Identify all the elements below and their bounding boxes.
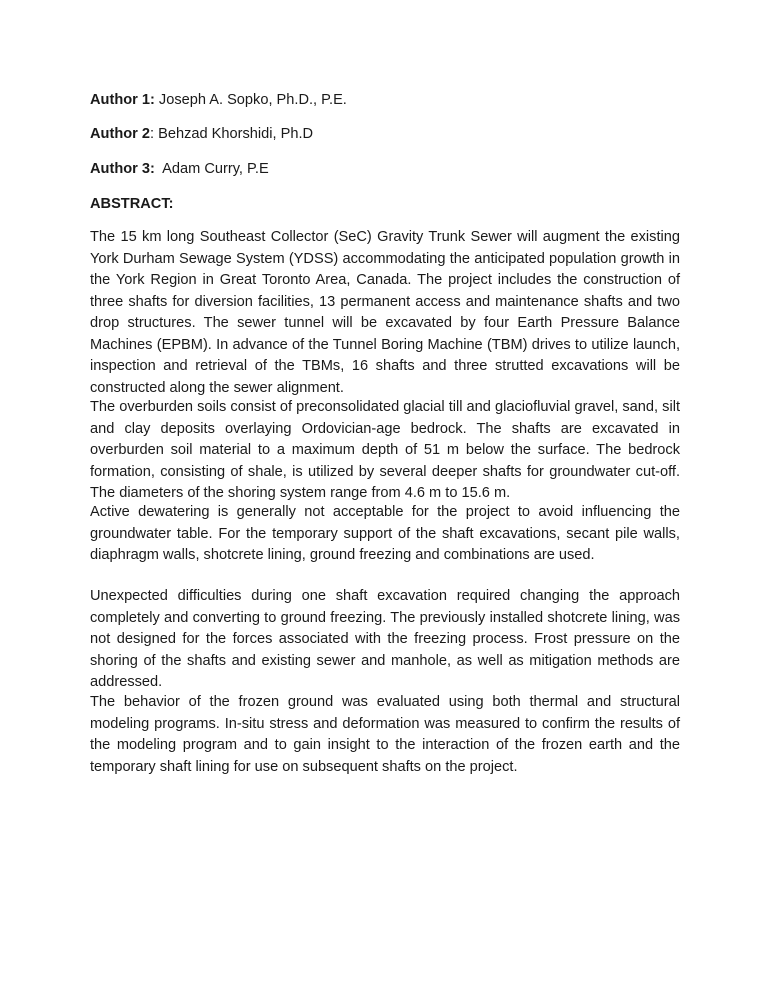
author-2-name: : Behzad Khorshidi, Ph.D xyxy=(150,126,314,142)
abstract-paragraph-2: The overburden soils consist of preconsolidated glacial till and glaciofluvial gravel, sand, silt and clay deposits overlaying Ordovician-age bedrock. The shafts are excavated in overburden soil material to a maximum depth of 51 m below the surface. The bedrock formation, consisting of shale, is utilized by several deeper shafts for groundwater cut-off. The diameters of the shoring system range from 4.6 m to 15.6 m. xyxy=(90,399,680,501)
author-2-label: Author 2 xyxy=(90,126,150,142)
author-1-name: Joseph A. Sopko, Ph.D., P.E. xyxy=(154,92,347,108)
author-2-line xyxy=(90,125,313,143)
author-3-name: Adam Curry, P.E xyxy=(154,161,269,177)
abstract-paragraph-5: The behavior of the frozen ground was evaluated using both thermal and structural modeling programs. In-situ stress and deformation was measured to confirm the results of the modeling program and to gain insight to the interaction of the frozen earth and the temporary shaft lining for use on subsequent shafts on the project. xyxy=(90,694,680,775)
abstract-paragraph-1: The 15 km long Southeast Collector (SeC) Gravity Trunk Sewer will augment the existing York Durham Sewage System (YDSS) accommodating the anticipated population growth in the York Region in Great Toronto Area, Canada. The project includes the construction of three shafts for diversion facilities, 13 permanent access and maintenance shafts and two drop structures. The sewer tunnel will be excavated by four Earth Pressure Balance Machines (EPBM). In advance of the Tunnel Boring Machine (TBM) drives to utilize launch, inspection and retrieval of the TBMs, 16 shafts and three strutted excavations will be constructed along the sewer alignment. xyxy=(90,229,680,396)
author-1-label: Author 1: xyxy=(90,92,155,108)
author-3-label: Author 3: xyxy=(90,161,155,177)
abstract-heading: ABSTRACT: xyxy=(90,196,174,212)
abstract-paragraph-4: Unexpected difficulties during one shaft excavation required changing the approach completely and converting to ground freezing. The previously installed shotcrete lining, was not designed for the forces associated with the freezing process. Frost pressure on the shoring of the shafts and existing sewer and manhole, as well as mitigation methods are addressed. xyxy=(90,588,680,690)
author-3-line xyxy=(90,160,269,178)
author-1-line xyxy=(90,91,347,109)
abstract-paragraph-3: Active dewatering is generally not acceptable for the project to avoid influencing the groundwater table. For the temporary support of the shaft excavations, secant pile walls, diaphragm walls, shotcrete lining, ground freezing and combinations are used. xyxy=(90,504,680,563)
